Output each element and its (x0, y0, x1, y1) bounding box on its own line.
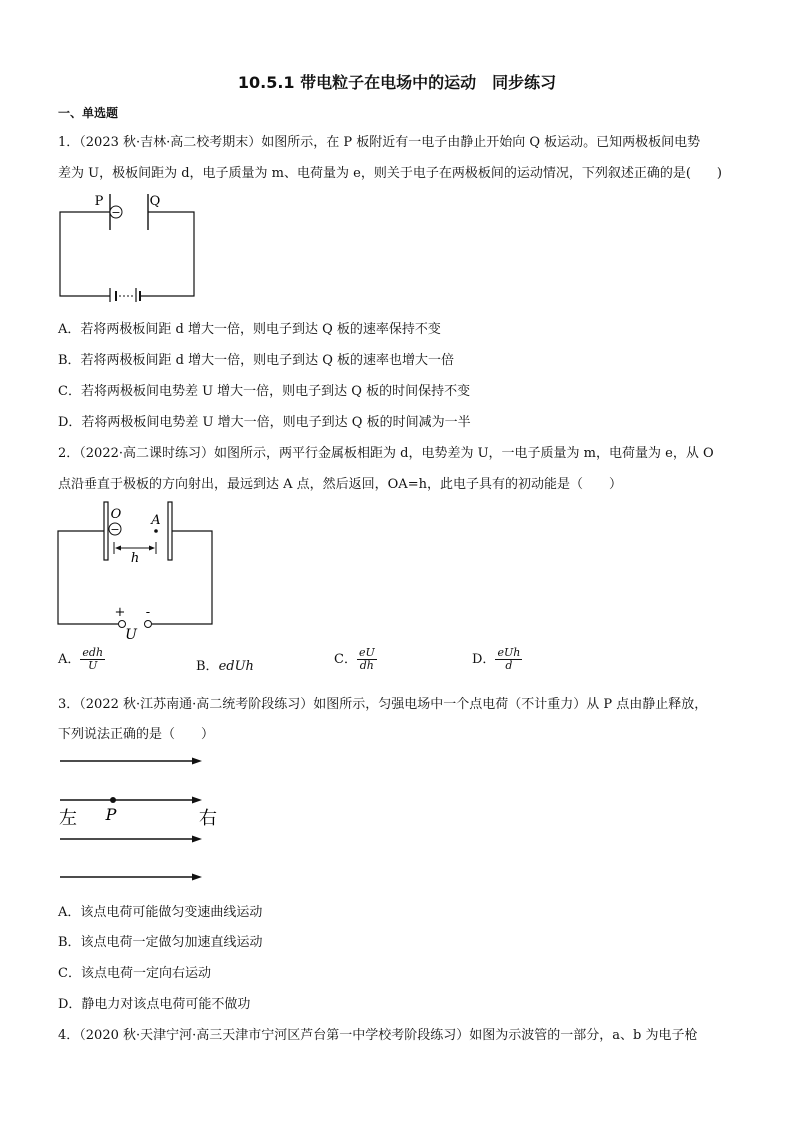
q2-left-plate (104, 502, 108, 560)
q2-label-h: h (130, 551, 140, 566)
q2-circuit-diagram (56, 498, 218, 644)
q3-option-a: A．该点电荷可能做匀变速曲线运动 (58, 905, 263, 920)
q2-label-o: O (110, 507, 122, 522)
q1-stem-line1: 1．（2023 秋·吉林·高二校考期末）如图所示，在 P 板附近有一电子由静止开始向 Q 板运动。已知两极板间电势 (58, 135, 701, 150)
q3-arrowhead-1 (192, 758, 202, 765)
q1-label-q: Q (149, 194, 161, 209)
q3-field-diagram (58, 752, 228, 884)
q1-electron-sign: − (111, 206, 121, 219)
q2-electron-sign: − (110, 523, 120, 536)
q1-label-p: P (94, 194, 104, 209)
q1-option-c: C．若将两极板间电势差 U 增大一倍，则电子到达 Q 板的时间保持不变 (58, 384, 471, 399)
q1-option-d: D．若将两极板间电势差 U 增大一倍，则电子到达 Q 板的时间减为一半 (58, 415, 471, 430)
q1-option-b: B．若将两极板间距 d 增大一倍，则电子到达 Q 板的速率也增大一倍 (58, 353, 455, 368)
q2-label-minus: - (145, 605, 151, 620)
q3-arrowhead-3 (192, 836, 202, 843)
q2-terminal-minus (145, 621, 152, 628)
section-heading: 一、单选题 (58, 106, 119, 120)
q3-stem-line2: 下列说法正确的是（ ） (58, 727, 215, 742)
q1-left-wire (60, 212, 110, 296)
q3-point-p (110, 797, 116, 803)
q3-option-c: C．该点电荷一定向右运动 (58, 966, 211, 981)
q3-arrowhead-2 (192, 797, 202, 804)
q2-stem-line1: 2．（2022·高二课时练习）如图所示，两平行金属板相距为 d，电势差为 U，一电子质量为 m，电荷量为 e，从 O (58, 446, 714, 461)
q2-option-d: D． $\frac{\text{eUh}}{d}$ (472, 646, 521, 672)
q2-stem-line2: 点沿垂直于极板的方向射出，最远到达 A 点，然后返回，OA=h，此电子具有的初动能是（ ） (58, 477, 622, 492)
q3-option-d: D．静电力对该点电荷可能不做功 (58, 997, 251, 1012)
page-title: 10.5.1 带电粒子在电场中的运动 同步练习 (237, 73, 557, 92)
q1-stem-line2: 差为 U，极板间距为 d，电子质量为 m、电荷量为 e，则关于电子在两极板间的运动情况，下列叙述正确的是( ) (58, 166, 722, 181)
q4-stem-line1: 4．（2020 秋·天津宁河·高三天津市宁河区芦台第一中学校考阶段练习）如图为示波管的一部分，a、b 为电子枪 (58, 1028, 698, 1043)
q3-label-p: P (105, 805, 117, 824)
q1-circuit-diagram (58, 190, 198, 302)
q3-label-right: 右 (199, 808, 217, 829)
q3-stem-line1: 3．（2022 秋·江苏南通·高二统考阶段练习）如图所示，匀强电场中一个点电荷（不计重力）从 P 点由静止释放， (58, 697, 708, 712)
q2-label-plus: + (114, 605, 126, 620)
q3-label-left: 左 (59, 808, 77, 829)
q2-point-a (154, 529, 158, 533)
q2-option-b: B．edUh (196, 659, 254, 674)
q1-option-a: A．若将两极板间距 d 增大一倍，则电子到达 Q 板的速率保持不变 (58, 322, 441, 337)
q2-label-u: U (125, 627, 137, 643)
q2-h-arrow-right (149, 546, 155, 551)
q2-right-wire (152, 531, 212, 624)
q3-arrowhead-4 (192, 874, 202, 881)
q2-right-plate (168, 502, 172, 560)
q2-option-a: A． $\frac{\text{edh}}{U}$ (58, 646, 104, 672)
q2-left-wire (58, 531, 118, 624)
q2-option-c: C． $\frac{eU}{dh}$ (334, 646, 375, 672)
q2-label-a: A (151, 513, 161, 528)
q2-h-arrow-left (115, 546, 121, 551)
q3-option-b: B．该点电荷一定做匀加速直线运动 (58, 935, 263, 950)
